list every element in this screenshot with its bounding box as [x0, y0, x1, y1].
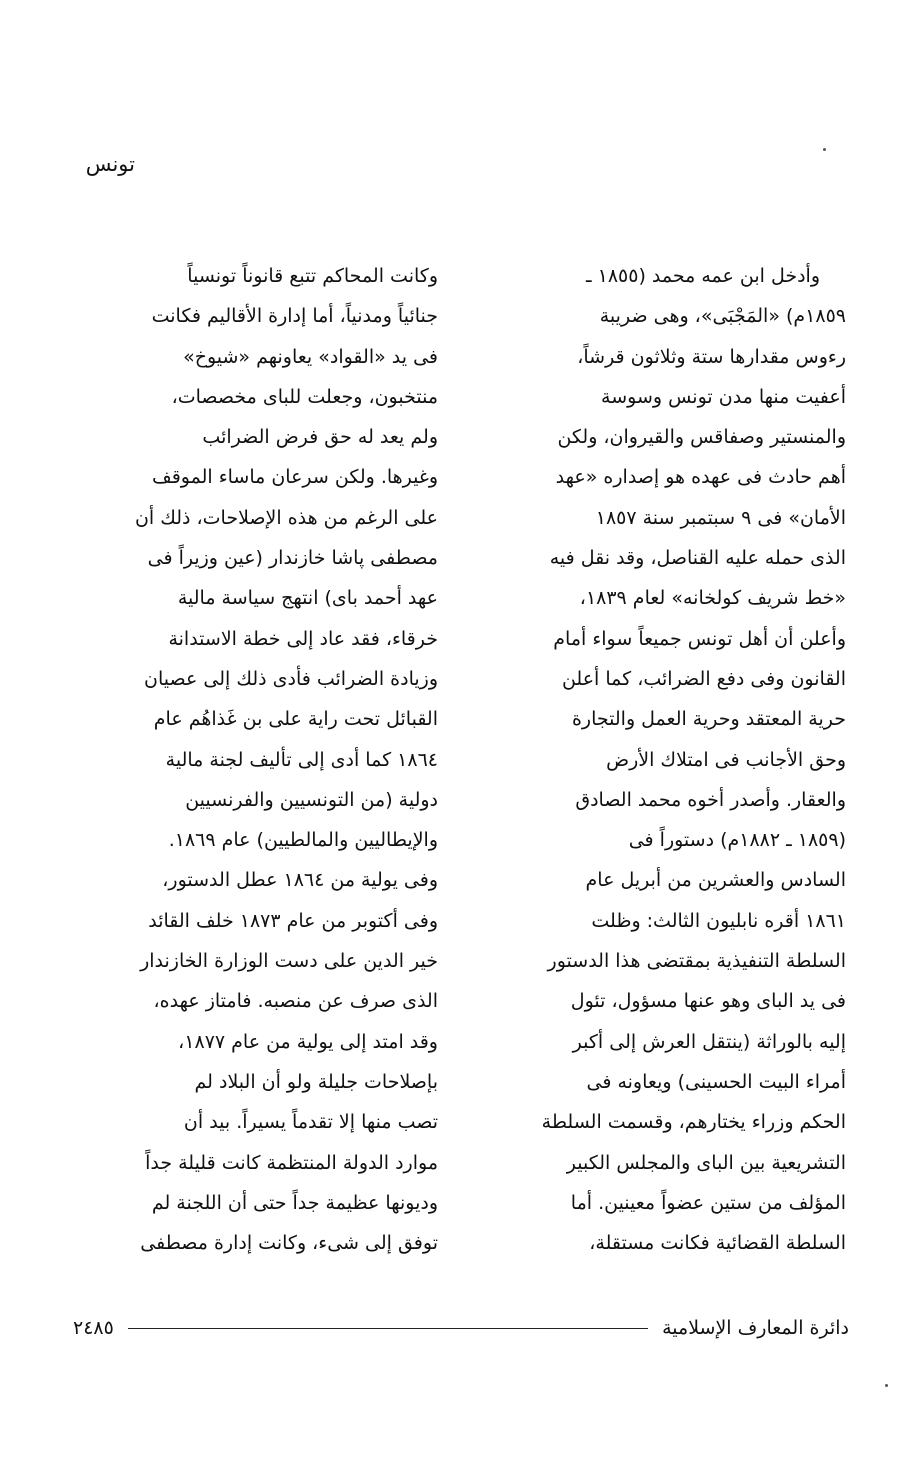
text-line: دولية (من التونسيين والفرنسيين: [185, 788, 438, 811]
text-line: الحكم وزراء يختارهم، وقسمت السلطة: [541, 1111, 846, 1134]
text-line: فى يد «القواد» يعاونهم «شيوخ»: [183, 345, 438, 368]
text-line: «خط شريف كولخانه» لعام ١٨٣٩،: [579, 587, 846, 610]
text-line: إليه بالوراثة (ينتقل العرش إلى أكبر: [572, 1030, 846, 1053]
text-line: خرقاء، فقد عاد إلى خطة الاستدانة: [168, 627, 438, 650]
text-line: وكانت المحاكم تتبع قانوناً تونسياً: [187, 265, 438, 287]
text-line: عهد أحمد باى) انتهج سياسة مالية: [177, 587, 438, 610]
text-line: المؤلف من ستين عضواً معينين. أما: [570, 1191, 846, 1214]
text-line: فى يد الباى وهو عنها مسؤول، تئول: [570, 990, 846, 1013]
text-line: منتخبون، وجعلت للباى مخصصات،: [171, 385, 438, 408]
text-line: الذى صرف عن منصبه. فامتاز عهده،: [153, 990, 438, 1013]
text-line: القبائل تحت راية على بن غَذاهُم عام: [153, 708, 438, 731]
text-line: وأدخل ابن عمه محمد (١٨٥٥ ـ: [586, 265, 820, 287]
text-line: وديونها عظيمة جداً حتى أن اللجنة لم: [151, 1191, 438, 1214]
text-line: أهم حادث فى عهده هو إصداره «عهد: [555, 466, 846, 489]
text-line: أمراء البيت الحسينى) ويعاونه فى: [586, 1070, 846, 1093]
text-line: ١٨٦٤ كما أدى إلى تأليف لجنة مالية: [165, 748, 438, 771]
footer-publication-title: دائرة المعارف الإسلامية: [662, 1317, 849, 1339]
text-line: السلطة التنفيذية بمقتضى هذا الدستور: [547, 950, 846, 973]
text-line: السادس والعشرين من أبريل عام: [585, 869, 846, 892]
running-header-title: تونس: [85, 152, 135, 176]
text-line: تصب منها إلا تقدماً يسيراً. بيد أن: [183, 1111, 438, 1134]
text-line: ١٨٥٩م) «المَجْبَى»، وهى ضريبة: [599, 305, 846, 328]
footer-rule: [128, 1328, 648, 1329]
text-line: السلطة القضائية فكانت مستقلة،: [589, 1232, 846, 1255]
text-line: مصطفى پاشا خازندار (عين وزيراً فى: [147, 547, 438, 570]
text-line: وحق الأجانب فى امتلاك الأرض: [606, 748, 846, 771]
text-line: بإصلاحات جليلة ولو أن البلاد لم: [194, 1070, 438, 1093]
text-line: حرية المعتقد وحرية العمل والتجارة: [571, 708, 846, 731]
text-line: رءوس مقدارها ستة وثلاثون قرشاً،: [577, 345, 846, 368]
text-column-right: [481, 256, 846, 1266]
text-column-left: [73, 256, 438, 1266]
text-line: ١٨٦١ أقره نابليون الثالث: وظلت: [591, 909, 846, 932]
text-line: موارد الدولة المنتظمة كانت قليلة جداً: [145, 1151, 438, 1174]
text-line: أعفيت منها مدن تونس وسوسة: [601, 385, 846, 408]
scan-speck: [885, 1384, 888, 1387]
page-number: ٢٤٨٥: [73, 1317, 114, 1339]
text-line: جنائياً ومدنياً، أما إدارة الأقاليم فكانت: [151, 305, 438, 328]
text-line: والإيطاليين والمالطيين) عام ١٨٦٩.: [168, 829, 438, 852]
scan-speck: [823, 148, 826, 151]
text-line: الأمان» فى ٩ سبتمبر سنة ١٨٥٧: [595, 506, 846, 529]
text-line: والعقار. وأصدر أخوه محمد الصادق: [575, 788, 846, 811]
text-line: وغيرها. ولكن سرعان ماساء الموقف: [152, 466, 438, 489]
text-line: وفى يولية من ١٨٦٤ عطل الدستور،: [162, 869, 438, 892]
text-line: التشريعية بين الباى والمجلس الكبير: [566, 1151, 846, 1174]
text-line: (١٨٥٩ ـ ١٨٨٢م) دستوراً فى: [628, 829, 846, 852]
text-line: والمنستير وصفاقس والقيروان، ولكن: [557, 426, 846, 449]
text-line: وأعلن أن أهل تونس جميعاً سواء أمام: [553, 627, 846, 650]
page-footer: [73, 1314, 849, 1342]
text-line: ولم يعد له حق فرض الضرائب: [202, 426, 438, 449]
text-line: توفق إلى شىء، وكانت إدارة مصطفى: [140, 1232, 438, 1255]
text-line: وفى أكتوبر من عام ١٨٧٣ خلف القائد: [148, 909, 438, 932]
text-line: الذى حمله عليه القناصل، وقد نقل فيه: [549, 547, 846, 570]
text-line: خير الدين على دست الوزارة الخازندار: [140, 950, 438, 973]
text-line: القانون وفى دفع الضرائب، كما أعلن: [561, 667, 846, 690]
text-line: على الرغم من هذه الإصلاحات، ذلك أن: [134, 506, 438, 529]
text-line: وقد امتد إلى يولية من عام ١٨٧٧،: [178, 1030, 438, 1053]
text-line: وزيادة الضرائب فأدى ذلك إلى عصيان: [144, 667, 438, 690]
